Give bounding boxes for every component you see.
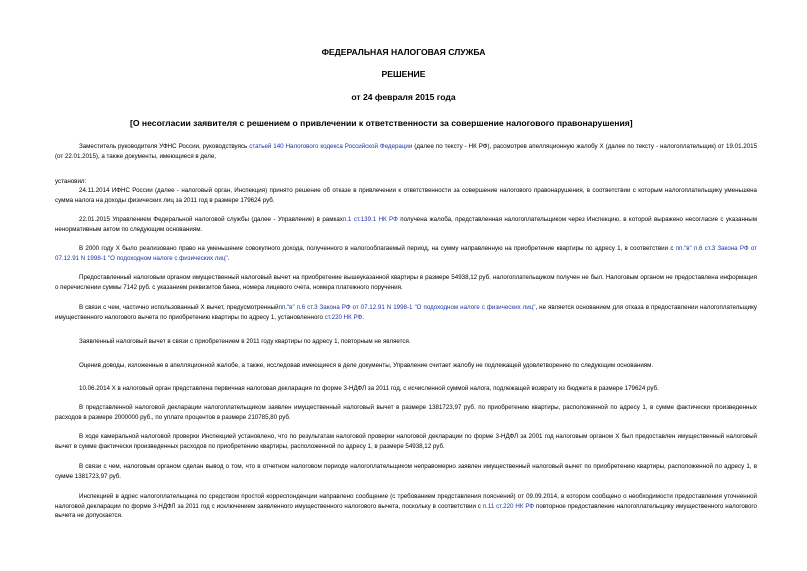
text: . [227,254,230,262]
paragraph-7 [55,303,757,322]
paragraph-14 [55,492,757,521]
document-type: РЕШЕНИЕ [381,69,426,79]
paragraph-5 [55,244,757,263]
text: , не является основанием для отказа в предоставлении налогоплательщику имущественного налогового вычета по приобретению квартиры по адресу 1, установленного [55,304,757,321]
paragraph-9: Оценив доводы, изложенные в апелляционной жалобе, а также, исследовав имеющиеся в деле документы, Управление считает жалобу не подлежащей удовлетворению по следующим основаниям. [79,362,654,369]
paragraph-8: Заявленный налоговый вычет в связи с приобретением в 2011 году квартиры по адресу 1, повторным не является. [79,338,411,345]
document-subject: [О несогласии заявителя с решением о привлечении к ответственности за совершение налогового правонарушения] [130,118,633,128]
paragraph-2: установил: [55,178,87,185]
text: Инспекцией в адрес налогоплательщика по средством простой корреспонденции направлено сообщение (с требованием представления пояснений) от 09.09.2014, в котором сообщено о необходимости предоставления уточненной налоговой декларации по форме 3-НДФЛ за 2011 год с исключением заявленного имущественного налогового вычета, поскольку в соответствии с [55,493,757,510]
text: (далее по тексту - НК РФ), рассмотрев апелляционную жалобу Х (далее по тексту - налогоплательщик) от 19.01.2015 (от 22.01.2015), а также документы, имеющиеся в деле, [55,143,758,160]
link-law-1998-1-b[interactable]: пп."в" п.6 ст.3 Закона РФ от 07.12.91 N 1998-1 "О подоходном налоге с физических лиц" [278,304,536,311]
paragraph-1 [55,142,757,161]
paragraph-11: В представленной налоговой декларации налогоплательщиком заявлен имущественный налоговый вычет в размере 1381723,97 руб. по приобретению квартиры, расположенной по адресу 1, в сумме фактически произведенных расходов в размере 2000000 руб., по уплате процентов в размере 210785,80 руб. [55,404,757,421]
paragraph-13: В связи с чем, налоговым органом сделан вывод о том, что в отчетном налоговом периоде налогоплательщиком неправомерно заявлен имущественный налоговый вычет по приобретению квартиры, расположенной по адресу 1, в сумме 1381723,97 руб. [55,463,757,480]
link-law-1998-1[interactable]: пп."в" п.6 ст.3 Закона РФ от 07.12.91 N 1998-1 "О подоходном налоге с физических лиц" [55,245,757,262]
text: В 2000 году Х было реализовано право на уменьшение совокупного дохода, полученного в налогооблагаемый период, на сумму направленную на приобретение квартиры по адресу 1, в соответствии с [79,245,676,252]
text: . [362,313,364,321]
paragraph-6: Предоставленный налоговым органом имущественный налоговый вычет на приобретение вышеуказанной квартиры в размере 54938,12 руб. налогоплательщиком получен не был. Налоговым органом не предоставлена информация о перечислении суммы 7142 руб. с указанием реквизитов банка, номера лицевого счета, номера платежного поручения. [55,274,757,291]
paragraph-3: 24.11.2014 ИФНС России (далее - налоговый орган, Инспекция) принято решение об отказе в привлечении к ответственности за совершение налогового правонарушения, в соответствии с которым налогоплательщику уменьшена сумма налога на доходы физических лиц за 2011 год в размере 179624 руб. [55,187,757,204]
link-nk-220[interactable]: ст.220 НК РФ [324,313,363,321]
text: 22.01.2015 Управлением Федеральной налоговой службы (далее - Управление) в рамках [79,216,343,223]
text: повторное предоставление налогоплательщику имущественного налогового вычета не допускается. [55,502,757,520]
paragraph-12: В ходе камеральной налоговой проверки Инспекцией установлено, что по результатам налоговой проверки налоговой декларации по форме 3-НДФЛ за 2001 год налоговым органом Х был предоставлен имущественный налоговый вычет в сумме фактически произведенных расходов по приобретению квартиры, расположенной по адресу 1, в размере 54938,12 руб. [55,433,757,450]
text: В связи с чем, частично использованный Х вычет, предусмотренный [79,304,279,311]
link-nk-article-140[interactable]: статьей 140 Налогового кодекса Российской Федерации [249,143,413,150]
paragraph-10: 10.06.2014 Х в налоговый орган представлена первичная налоговая декларация по форме 3-НДФЛ за 2011 год, с исчисленной суммой налога, подлежащей возврату из бюджета в размере 179624 руб. [79,385,659,392]
document-date: от 24 февраля 2015 года [351,92,456,102]
paragraph-4 [55,215,757,234]
text: получена жалоба, представленная налогоплательщиком через Инспекцию, в которой выражено несогласие с указанным ненормативным актом по следующим основаниям. [55,216,758,233]
agency-title: ФЕДЕРАЛЬНАЯ НАЛОГОВАЯ СЛУЖБА [321,47,486,57]
text: Заместитель руководителя УФНС России, руководствуясь [79,143,250,150]
link-nk-139-1[interactable]: п.1 ст.139.1 НК РФ [342,216,398,223]
link-nk-220-11[interactable]: п.11 ст.220 НК РФ [482,502,535,510]
